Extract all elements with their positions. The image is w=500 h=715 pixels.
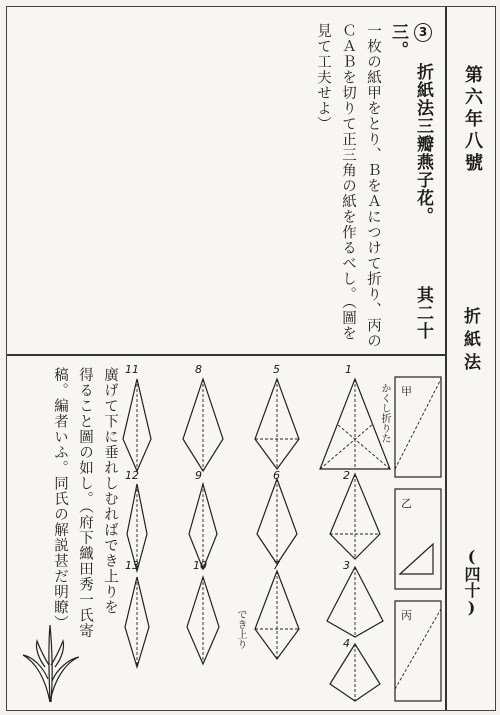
figure-label: 9	[195, 469, 202, 482]
article-body	[310, 23, 435, 349]
diagram-svg	[115, 359, 445, 704]
figure-label: 1	[345, 363, 352, 376]
section-divider	[7, 354, 447, 356]
article-page-ref: 其二十三。	[388, 23, 433, 340]
paper-label: 甲	[401, 385, 412, 398]
document-page	[6, 6, 496, 711]
figure-label: 12	[125, 469, 139, 482]
figure-label: 10	[193, 559, 207, 572]
article-heading	[385, 23, 435, 349]
figure-label: 13	[125, 559, 139, 572]
figure-label: 2	[343, 469, 350, 482]
paper-label: 丙	[401, 609, 412, 622]
sidebar-column	[445, 7, 495, 710]
note-line: 得ること圖の如し。（府下織田秀一氏寄	[77, 367, 93, 639]
article-number: 3	[416, 25, 430, 40]
page-number: (四十)	[462, 547, 481, 617]
figure-label: 7	[273, 559, 280, 572]
article-title: 折紙法三瓣燕子花。	[413, 63, 433, 225]
figure-label: 6	[273, 469, 280, 482]
handwritten-note: でき上り	[235, 609, 246, 649]
figure-label: 8	[195, 363, 202, 376]
finished-flower-illustration	[15, 607, 85, 707]
handwritten-note: かくし折りた	[379, 383, 390, 443]
article-paragraph: 一枚の紙甲をとり、ＢをＡにつけて折り、丙のＣＡＢを切りて正三角の紙を作るべし。（圖を見て工夫せよ）	[315, 23, 381, 349]
issue-title: 第六年八號	[462, 65, 483, 175]
folding-diagrams	[115, 359, 445, 704]
figure-label: 4	[343, 637, 350, 650]
figure-label: 3	[343, 559, 350, 572]
figure-label: 5	[273, 363, 280, 376]
note-line: 稿。編者いふ。同氏の解説甚だ明瞭）	[52, 367, 68, 631]
paper-label: 乙	[401, 497, 412, 510]
chapter-title: 折紙法	[460, 307, 480, 376]
note-line: 廣げて下に垂れしむればでき上りを	[102, 367, 118, 615]
figure-label: 11	[125, 363, 139, 376]
